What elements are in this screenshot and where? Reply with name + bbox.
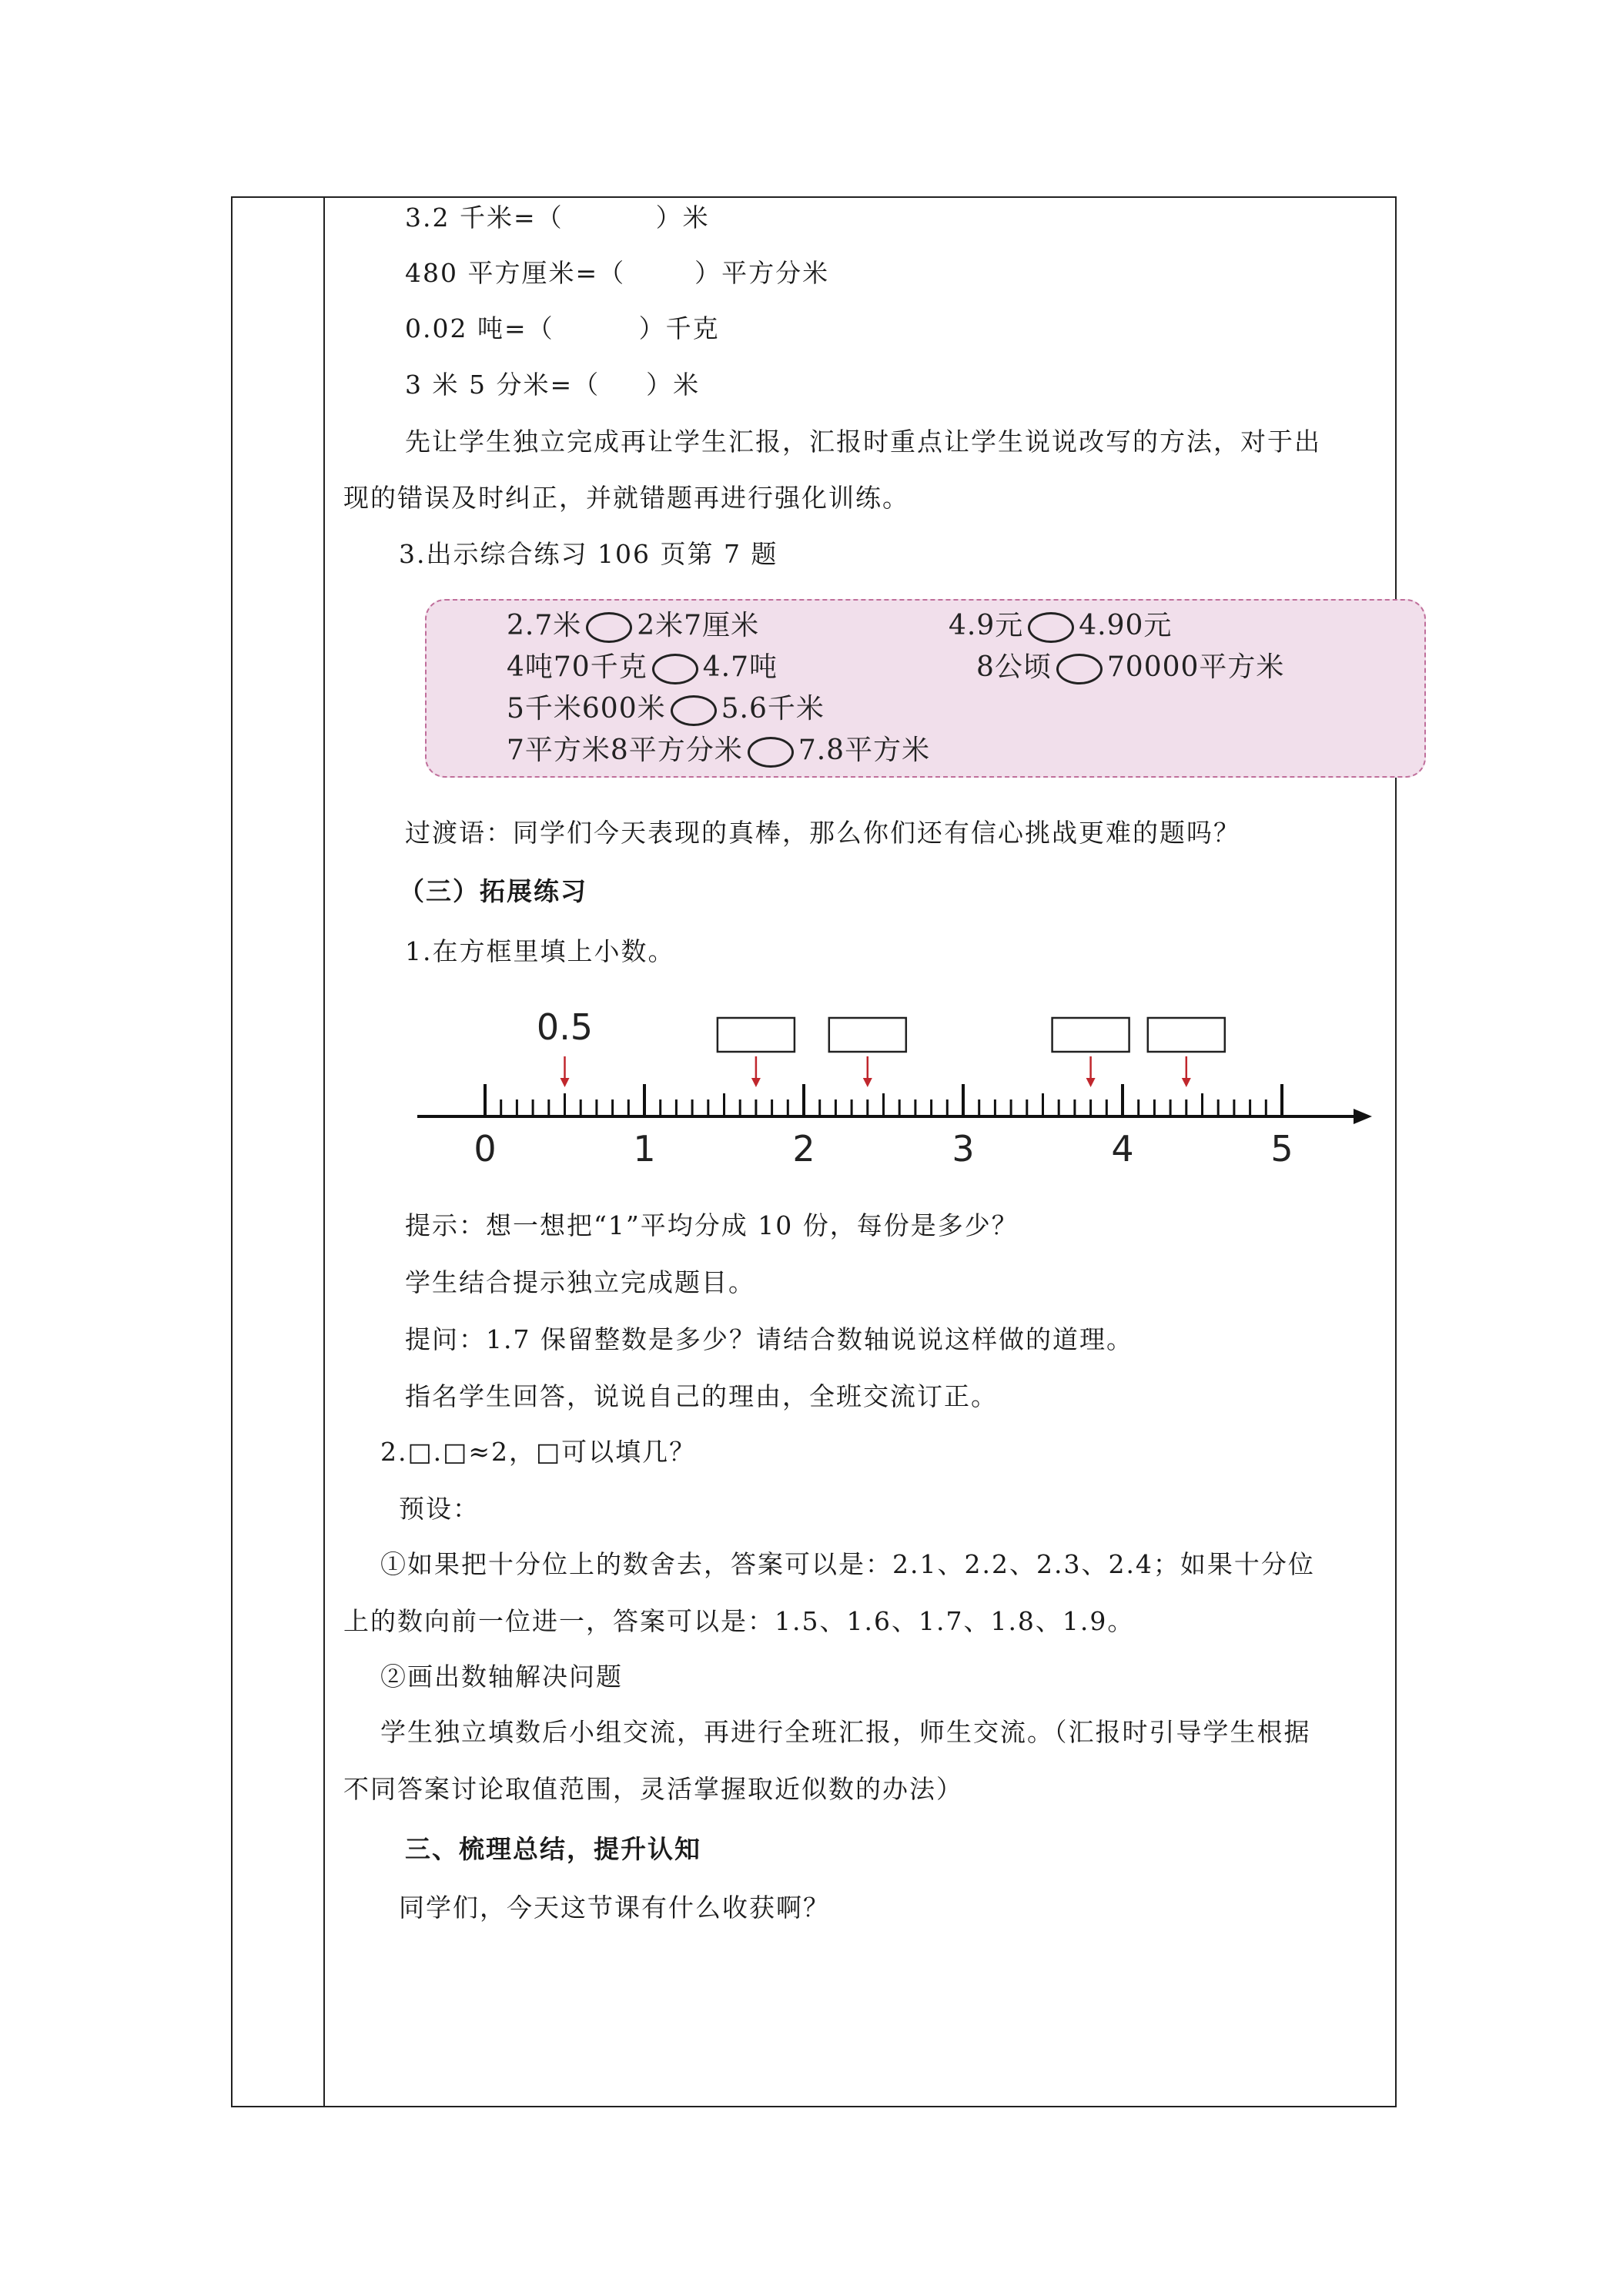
conversion-3: 0.02 吨=（ ）千克	[405, 313, 720, 343]
extension-item2: 2.□.□≈2，□可以填几？	[380, 1437, 697, 1467]
section-extension-heading: （三）拓展练习	[399, 876, 587, 906]
compare-circle[interactable]	[1056, 654, 1103, 684]
compare-circle[interactable]	[671, 695, 717, 726]
transition-text: 过渡语：同学们今天表现的真棒，那么你们还有信心挑战更难的题吗？	[405, 818, 1240, 848]
compare-circle[interactable]	[1028, 612, 1074, 643]
report-paragraph-line1: 先让学生独立完成再让学生汇报，汇报时重点让学生说说改写的方法，对于出	[405, 427, 1321, 457]
tick-label: 0	[474, 1128, 497, 1170]
extension-item1: 1.在方框里填上小数。	[405, 936, 675, 966]
hint-text: 提示：想一想把“1”平均分成 10 份，每份是多少？	[405, 1210, 1019, 1240]
compare-row3: 5千米600米 5.6千米	[507, 693, 825, 725]
tick-label: 2	[792, 1128, 815, 1170]
item3-title: 3.出示综合练习 106 页第 7 题	[399, 539, 778, 569]
axis-arrow	[1354, 1109, 1372, 1124]
given-value-arrow-head	[561, 1078, 570, 1087]
tick-label: 4	[1111, 1128, 1134, 1170]
compare-circle[interactable]	[652, 654, 698, 684]
exchange-line1: 学生独立填数后小组交流，再进行全班汇报，师生交流。（汇报时引导学生根据	[380, 1717, 1311, 1747]
compare-row1-b: 4.9元 4.90元	[949, 610, 1173, 641]
conversion-4: 3 米 5 分米=（ ）米	[405, 370, 701, 400]
given-value-label: 0.5	[536, 1006, 594, 1048]
answer-blank-box[interactable]	[718, 1018, 795, 1052]
preset-2: ②画出数轴解决问题	[380, 1662, 623, 1692]
compare-row1-a: 2.7米 2米7厘米	[507, 610, 760, 641]
report-paragraph-line2: 现的错误及时纠正，并就错题再进行强化训练。	[343, 483, 909, 513]
blank-arrow-head	[1182, 1078, 1191, 1087]
answer-blank-box[interactable]	[1148, 1018, 1225, 1052]
student-combine-text: 学生结合提示独立完成题目。	[405, 1267, 755, 1297]
compare-circle[interactable]	[586, 612, 632, 643]
tick-label: 1	[633, 1128, 656, 1170]
answer-call-text: 指名学生回答，说说自己的理由，全班交流订正。	[405, 1381, 998, 1411]
closing-question: 同学们，今天这节课有什么收获啊？	[399, 1893, 830, 1923]
conversion-1: 3.2 千米=（ ）米	[405, 202, 710, 233]
question-text: 提问：1.7 保留整数是多少？请结合数轴说说这样做的道理。	[405, 1324, 1133, 1354]
answer-blank-box[interactable]	[1052, 1018, 1129, 1052]
tick-label: 5	[1270, 1128, 1293, 1170]
blank-arrow-head	[1086, 1078, 1096, 1087]
blank-arrow-head	[751, 1078, 761, 1087]
compare-circle[interactable]	[748, 737, 794, 768]
compare-row4: 7平方米8平方分米 7.8平方米	[507, 735, 931, 766]
preset-1-line1: ①如果把十分位上的数舍去，答案可以是：2.1、2.2、2.3、2.4；如果十分位	[380, 1549, 1315, 1579]
blank-arrow-head	[863, 1078, 872, 1087]
exchange-line2: 不同答案讨论取值范围，灵活掌握取近似数的办法）	[343, 1774, 963, 1804]
preset-1-line2: 上的数向前一位进一，答案可以是：1.5、1.6、1.7、1.8、1.9。	[343, 1606, 1135, 1636]
answer-blank-box[interactable]	[829, 1018, 906, 1052]
compare-row2-a: 4吨70千克 4.7吨	[507, 651, 778, 683]
tick-label: 3	[952, 1128, 975, 1170]
table-column-divider	[323, 196, 325, 2107]
number-line	[400, 1001, 1401, 1186]
compare-row2-b: 8公顷 70000平方米	[976, 651, 1285, 683]
preset-label: 预设：	[399, 1494, 480, 1524]
section3-heading: 三、梳理总结，提升认知	[405, 1834, 701, 1864]
conversion-2: 480 平方厘米=（ ）平方分米	[405, 258, 830, 288]
